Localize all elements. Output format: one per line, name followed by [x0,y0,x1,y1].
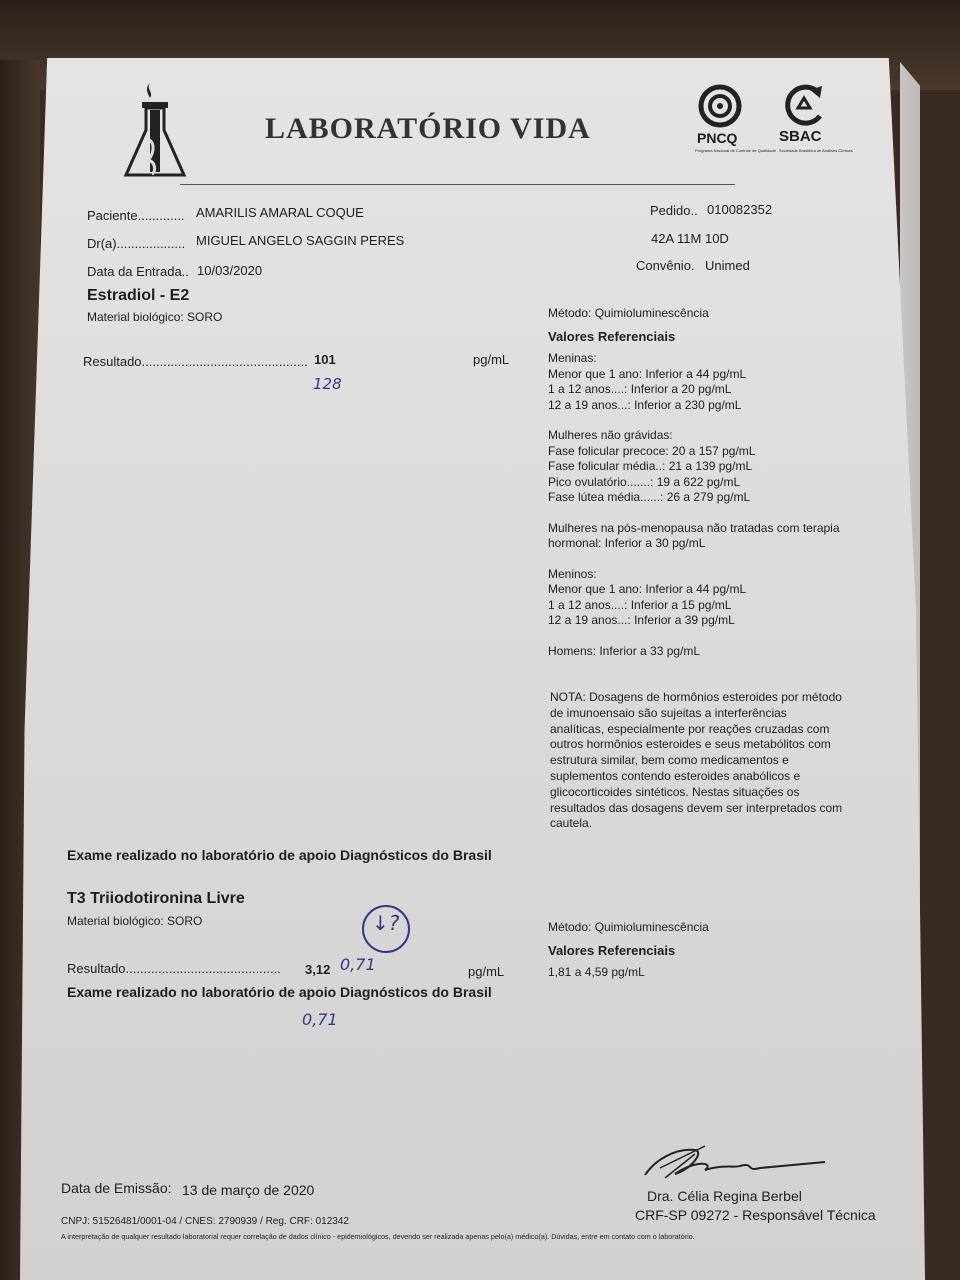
ref-line: Fase lútea média......: 26 a 279 pg/mL [548,490,751,504]
ref-line: Mulheres não grávidas: [548,428,673,442]
exam1-reference-values [548,351,888,659]
exam2-ref-title: Valores Referenciais [548,943,676,958]
exam2-material: Material biológico: SORO [67,914,203,928]
ref-line: Menor que 1 ano: Inferior a 44 pg/mL [548,366,747,381]
nota-line: estrutura similar, bem como medicamentos e [550,753,789,768]
ref-line: Meninas: [548,351,597,365]
nota-line: outros hormônios esteroides e seus metabólitos com [550,737,831,752]
ref-line: Fase folicular precoce: 20 a 157 pg/mL [548,443,756,458]
exam2-title: T3 Triiodotironina Livre [67,890,245,907]
ref-line: hormonal: Inferior a 30 pg/mL [548,536,706,550]
nota-line: NOTA: Dosagens de hormônios esteroides por método [550,690,842,704]
exam1-material: Material biológico: SORO [87,310,223,324]
exam1-unit: pg/mL [473,352,510,367]
ref-line: Pico ovulatório.......: 19 a 622 pg/mL [548,474,741,489]
convenio-label: Convênio. [636,258,695,273]
exam2-unit: pg/mL [468,964,505,979]
exam2-result-label: Resultado........................................... [67,961,281,976]
sbac-sub: Sociedade Brasileira de Análises Clínicas [779,148,853,153]
nota-line: resultados das dosagens devem ser interpretados com [550,800,843,815]
exam2-result-value: 3,12 [305,962,331,977]
sbac-label: SBAC [779,128,822,145]
doctor-label: Dr(a)................... [87,236,186,251]
exam1-method: Método: Quimioluminescência [548,306,709,320]
ref-line: Homens: Inferior a 33 pg/mL [548,643,701,658]
exam1-title: Estradiol - E2 [87,287,190,304]
entry-date-label: Data da Entrada.. [87,264,189,279]
convenio-value: Unimed [705,258,750,273]
exam2-performed: Exame realizado no laboratório de apoio Diagnósticos do Brasil [67,984,492,1000]
ref-line: Fase folicular média..: 21 a 139 pg/mL [548,459,753,473]
exam1-performed: Exame realizado no laboratório de apoio Diagnósticos do Brasil [67,847,492,863]
age-value: 42A 11M 10D [651,231,729,246]
entry-date-value: 10/03/2020 [197,263,263,278]
pncq-label: PNCQ [697,130,738,146]
sbac-seal-icon [780,82,830,128]
flask-logo-icon [120,80,190,180]
signature-icon [635,1140,830,1185]
exam2-ref: 1,81 a 4,59 pg/mL [548,965,645,979]
exam1-handwritten: 128 [313,375,342,393]
nota-line: cautela. [550,816,593,831]
ref-line: 12 a 19 anos...: Inferior a 39 pg/mL [548,613,735,627]
signer-name: Dra. Célia Regina Berbel [647,1188,802,1204]
exam1-nota [550,690,890,832]
nota-line: analíticas, especialmente por reações cruzadas com [550,721,830,736]
cnpj-line: CNPJ: 51526481/0001-04 / CNES: 2790939 / Reg. CRF: 012342 [61,1216,349,1227]
doctor-value: MIGUEL ANGELO SAGGIN PERES [196,233,405,248]
nota-line: glicocorticoides sintéticos. Nestas situações os [550,784,800,799]
ref-line: Meninos: [548,566,597,581]
nota-line: de imunoensaio são sujeitas a interferências [550,705,787,720]
ref-line: Menor que 1 ano: Inferior a 44 pg/mL [548,582,747,596]
ref-line: 1 a 12 anos....: Inferior a 15 pg/mL [548,597,732,612]
disclaimer: A interpretação de qualquer resultado laboratorial requer correlação de dados clínico - epidemiológicos, devendo ser realizada apenas pelo(a) médico(a). Dúvidas, entre em contato com o laboratório. [61,1232,695,1241]
pncq-sub: Programa Nacional de Controle de Qualidade [695,148,776,153]
paciente-value: AMARILIS AMARAL COQUE [196,205,364,220]
lab-name: LABORATÓRIO VIDA [265,112,591,145]
exam1-ref-title: Valores Referenciais [548,329,676,344]
exam2-handwritten-value: 0,71 [340,955,376,974]
emission-value: 13 de março de 2020 [182,1182,315,1198]
signer-crf: CRF-SP 09272 - Responsável Técnica [635,1207,876,1223]
exam1-result-value: 101 [314,352,336,367]
pedido-label: Pedido.. [650,203,698,218]
exam2-handwritten-value-2: 0,71 [302,1010,338,1029]
exam2-method: Método: Quimioluminescência [548,920,709,934]
exam2-handwritten-note: ↓? [372,911,400,935]
ref-line: Mulheres na pós-menopausa não tratadas com terapia [548,520,840,535]
ref-line: 12 a 19 anos...: Inferior a 230 pg/mL [548,397,742,412]
exam1-result-label: Resultado.............................................. [83,354,308,369]
nota-line: suplementos contendo esteroides anabólicos e [550,768,801,783]
header-divider [180,184,735,185]
paciente-label: Paciente............. [87,208,185,223]
pedido-value: 010082352 [707,202,773,217]
emission-label: Data de Emissão: [61,1180,172,1196]
ref-line: 1 a 12 anos....: Inferior a 20 pg/mL [548,382,732,396]
pncq-seal-icon [695,84,745,128]
